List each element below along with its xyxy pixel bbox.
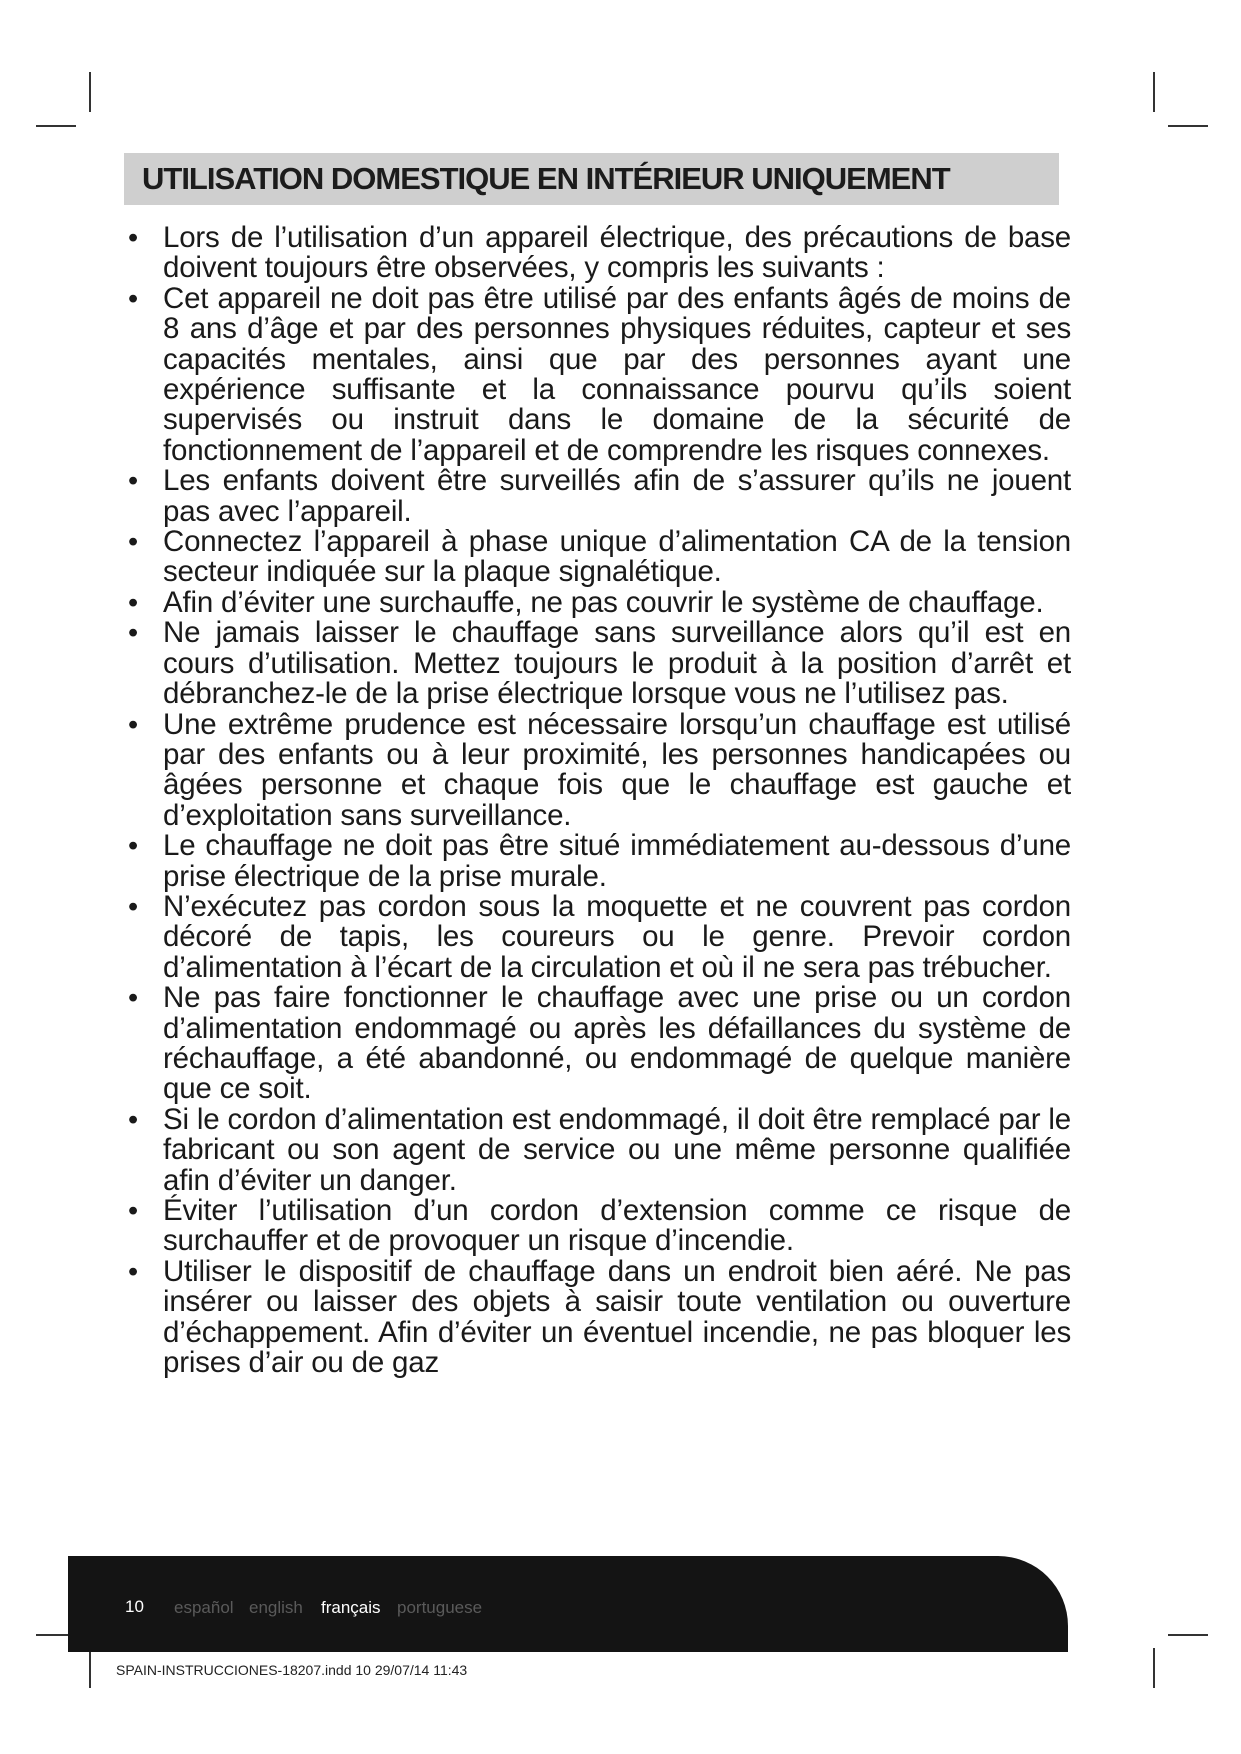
list-item-text: Éviter l’utilisation d’un cordon d’extension comme ce risque de surchauffer et de provoquer un risque d’incendie. xyxy=(163,1194,1071,1258)
bullet-icon: • xyxy=(128,1103,138,1136)
list-item xyxy=(128,281,1098,467)
crop-mark-top-right-vertical xyxy=(1153,72,1155,112)
list-item xyxy=(128,1196,1098,1257)
language-portuguese[interactable]: portuguese xyxy=(397,1598,483,1617)
list-item-text: N’exécutez pas cordon sous la moquette et ne couvrent pas cordon décoré de tapis, les coureurs ou le genre. Prevoir cordon d’alimentation à l’écart de la circulation et où il ne sera pas trébucher. xyxy=(163,889,1071,984)
list-item-text: Le chauffage ne doit pas être situé immédiatement au-dessous d’une prise électrique de la prise murale. xyxy=(163,829,1071,893)
list-item-text: Une extrême prudence est nécessaire lorsqu’un chauffage est utilisé par des enfants ou à leur proximité, les personnes handicapées ou âgées personne et chaque fois que le chauffage est gauche et d’exploitation sans surveillance. xyxy=(163,707,1071,832)
list-item-text: Lors de l’utilisation d’un appareil électrique, des précautions de base doivent toujours être observées, y compris les suivants : xyxy=(163,221,1071,285)
list-item-text: Ne pas faire fonctionner le chauffage avec une prise ou un cordon d’alimentation endommagé ou après les défaillances du système de réchauffage, a été abandonné, ou endommagé de quelque manière que ce soit. xyxy=(163,981,1071,1106)
safety-instructions-list xyxy=(128,223,1098,1378)
bullet-icon: • xyxy=(128,830,138,863)
crop-mark-top-right-horizontal xyxy=(1168,125,1208,127)
print-slug: SPAIN-INSTRUCCIONES-18207.indd 10 29/07/14 11:43 xyxy=(116,1662,468,1678)
bullet-icon: • xyxy=(128,586,138,619)
language-francais[interactable]: français xyxy=(321,1598,381,1617)
crop-mark-top-left-horizontal xyxy=(36,125,76,127)
list-item xyxy=(128,527,1098,588)
bullet-icon: • xyxy=(128,465,138,498)
list-item-text: Les enfants doivent être surveillés afin de s’assurer qu’ils ne jouent pas avec l’appareil. xyxy=(163,464,1071,528)
bullet-icon: • xyxy=(128,890,138,923)
section-heading-text: UTILISATION DOMESTIQUE EN INTÉRIEUR UNIQUEMENT xyxy=(142,161,950,196)
list-item xyxy=(128,585,1098,619)
list-item xyxy=(128,889,1098,984)
crop-mark-bottom-right-horizontal xyxy=(1168,1634,1208,1636)
list-item xyxy=(128,223,1098,284)
list-item xyxy=(128,618,1098,709)
list-item-text: Cet appareil ne doit pas être utilisé par des enfants âgés de moins de 8 ans d’âge et par des personnes physiques réduites, capteur et ses capacités mentales, ainsi que par des personnes ayant une expérience suffisante et la connaissance pourvu qu’ils soient supervisés ou instruit dans le domaine de la sécurité de fonctionnement de l’appareil et de comprendre les risques connexes. xyxy=(163,281,1071,467)
crop-mark-top-left-vertical xyxy=(89,72,91,112)
list-item xyxy=(128,983,1098,1105)
language-espanol[interactable]: español xyxy=(174,1598,234,1617)
bullet-icon: • xyxy=(128,282,138,315)
bullet-icon: • xyxy=(128,708,138,741)
list-item xyxy=(128,831,1098,892)
page-number: 10 xyxy=(125,1597,144,1616)
list-item-text: Afin d’éviter une surchauffe, ne pas couvrir le système de chauffage. xyxy=(163,585,1044,619)
list-item xyxy=(128,707,1098,832)
list-item-text: Si le cordon d’alimentation est endommagé, il doit être remplacé par le fabricant ou son agent de service ou une même personne qualifiée afin d’éviter un danger. xyxy=(163,1102,1071,1197)
bullet-icon: • xyxy=(128,526,138,559)
list-item-text: Ne jamais laisser le chauffage sans surveillance alors qu’il est en cours d’utilisation. Mettez toujours le produit à la position d’arrêt et débranchez-le de la prise électrique lorsque vous ne l’utilisez pas. xyxy=(163,616,1071,711)
bullet-icon: • xyxy=(128,1195,138,1227)
bullet-icon: • xyxy=(128,222,138,254)
list-item xyxy=(128,466,1098,527)
list-item-text: Utiliser le dispositif de chauffage dans un endroit bien aéré. Ne pas insérer ou laisser des objets à saisir toute ventilation ou ouverture d’échappement. Afin d’éviter un éventuel incendie, ne pas bloquer les prises d’air ou de gaz xyxy=(163,1254,1071,1380)
list-item-text: Connectez l’appareil à phase unique d’alimentation CA de la tension secteur indiquée sur la plaque signalétique. xyxy=(163,525,1071,589)
list-item xyxy=(128,1102,1098,1197)
bullet-icon: • xyxy=(128,1255,138,1288)
language-english[interactable]: english xyxy=(249,1598,303,1617)
bullet-icon: • xyxy=(128,617,138,650)
list-item xyxy=(128,1254,1098,1380)
bullet-icon: • xyxy=(128,982,138,1015)
crop-mark-bottom-left-vertical xyxy=(89,1648,91,1688)
section-heading xyxy=(124,153,1059,205)
crop-mark-bottom-right-vertical xyxy=(1153,1648,1155,1688)
